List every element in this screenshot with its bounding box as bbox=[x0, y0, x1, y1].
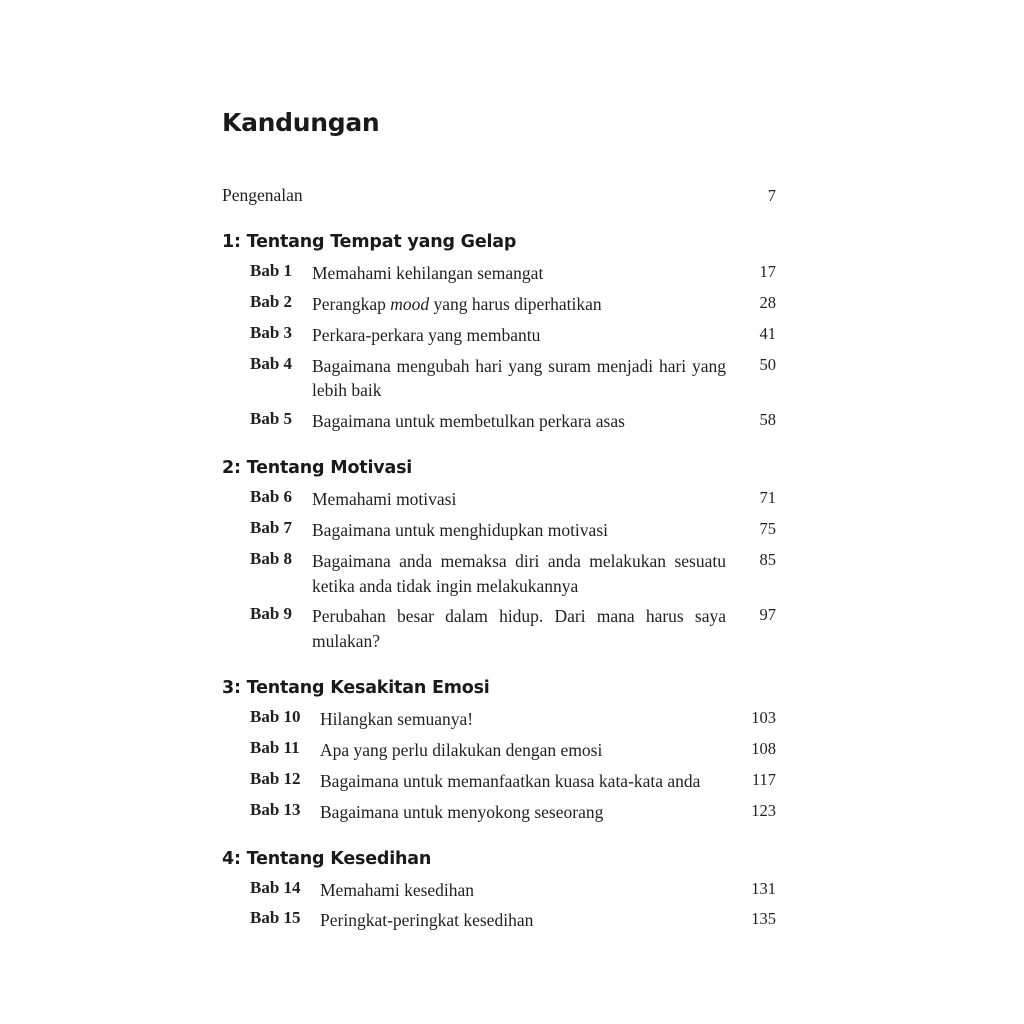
chapter-number: Bab 5 bbox=[250, 409, 293, 429]
chapter-number: Bab 6 bbox=[250, 487, 293, 507]
toc-entry-chapter[interactable] bbox=[222, 261, 776, 286]
chapter-number: Bab 15 bbox=[250, 908, 301, 928]
chapter-page-number: 41 bbox=[759, 323, 776, 343]
toc-entry-chapter[interactable] bbox=[222, 738, 776, 763]
toc-entry-chapter[interactable] bbox=[222, 487, 776, 512]
chapter-title: Bagaimana untuk menyokong seseorang bbox=[320, 801, 604, 822]
toc-entry-chapter[interactable] bbox=[222, 323, 776, 348]
toc-entry-chapter[interactable] bbox=[222, 409, 776, 434]
chapter-title: Memahami motivasi bbox=[312, 489, 457, 510]
chapter-number: Bab 9 bbox=[250, 604, 293, 624]
toc-part-title[interactable]: 4: Tentang Kesedihan bbox=[222, 848, 432, 869]
chapter-page-number: 50 bbox=[759, 354, 776, 374]
chapter-number: Bab 8 bbox=[250, 548, 293, 568]
chapter-title: Bagaimana untuk memanfaatkan kuasa kata-kata anda bbox=[320, 770, 701, 791]
toc-entry-chapter[interactable] bbox=[222, 878, 776, 903]
chapter-page-number: 28 bbox=[759, 292, 776, 312]
toc-entry-chapter[interactable] bbox=[222, 518, 776, 543]
chapter-title: Hilangkan semuanya! bbox=[320, 709, 474, 730]
chapter-title: Perangkap mood yang harus diperhatikan bbox=[312, 293, 602, 314]
toc-part bbox=[222, 678, 776, 824]
chapter-number: Bab 4 bbox=[250, 353, 293, 373]
chapter-title: Memahami kehilangan semangat bbox=[312, 263, 544, 283]
toc-part-title[interactable]: 2: Tentang Motivasi bbox=[222, 458, 413, 479]
part-spacer bbox=[222, 440, 776, 458]
chapter-title: Perkara-perkara yang membantu bbox=[312, 324, 541, 345]
toc-entry-chapter[interactable] bbox=[222, 707, 776, 732]
part-spacer bbox=[222, 831, 776, 849]
chapter-title: Bagaimana untuk membetulkan perkara asas bbox=[312, 411, 625, 432]
chapter-number: Bab 7 bbox=[250, 517, 293, 537]
chapter-title: Perubahan besar dalam hidup. Dari mana harus saya mulakan? bbox=[312, 606, 726, 652]
toc-part bbox=[222, 458, 776, 654]
chapter-page-number: 75 bbox=[759, 518, 776, 538]
part-spacer bbox=[222, 660, 776, 678]
chapter-number: Bab 1 bbox=[250, 261, 293, 280]
chapter-page-number: 135 bbox=[751, 909, 776, 929]
toc-entry-chapter[interactable] bbox=[222, 354, 776, 404]
chapter-page-number: 71 bbox=[759, 488, 776, 508]
chapter-number: Bab 3 bbox=[250, 322, 293, 342]
page-title: Kandungan bbox=[222, 108, 380, 137]
chapter-title: Peringkat-peringkat kesedihan bbox=[320, 910, 534, 931]
toc-entry-introduction[interactable] bbox=[222, 185, 776, 206]
toc-entry-chapter[interactable] bbox=[222, 604, 776, 654]
chapter-page-number: 103 bbox=[751, 708, 776, 728]
chapter-title: Apa yang perlu dilakukan dengan emosi bbox=[320, 739, 603, 760]
toc-part-title[interactable]: 3: Tentang Kesakitan Emosi bbox=[222, 678, 490, 699]
chapter-page-number: 85 bbox=[759, 549, 776, 569]
toc-part-title[interactable]: 1: Tentang Tempat yang Gelap bbox=[222, 232, 517, 252]
chapter-number: Bab 2 bbox=[250, 291, 293, 311]
chapter-page-number: 123 bbox=[751, 800, 776, 820]
toc-entry-chapter[interactable] bbox=[222, 908, 776, 933]
toc-entry-chapter[interactable] bbox=[222, 292, 776, 317]
introduction-page-number: 7 bbox=[767, 186, 776, 205]
chapter-title: Bagaimana anda memaksa diri anda melakukan sesuatu ketika anda tidak ingin melakukannya bbox=[312, 550, 726, 596]
chapter-title: Memahami kesedihan bbox=[320, 879, 475, 900]
chapter-number: Bab 10 bbox=[250, 707, 301, 727]
toc-entry-chapter[interactable] bbox=[222, 549, 776, 599]
chapter-number: Bab 13 bbox=[250, 799, 301, 819]
chapter-page-number: 117 bbox=[751, 769, 776, 789]
chapter-page-number: 58 bbox=[759, 410, 776, 430]
chapter-page-number: 97 bbox=[759, 605, 776, 625]
chapter-number: Bab 11 bbox=[250, 737, 300, 757]
toc-part bbox=[222, 232, 776, 434]
chapter-number: Bab 12 bbox=[250, 768, 301, 788]
toc-entry-chapter[interactable] bbox=[222, 769, 776, 794]
chapter-number: Bab 14 bbox=[250, 877, 301, 897]
introduction-label: Pengenalan bbox=[222, 185, 303, 205]
chapter-page-number: 17 bbox=[759, 262, 776, 281]
chapter-page-number: 131 bbox=[751, 878, 776, 898]
chapter-title: Bagaimana mengubah hari yang suram menjadi hari yang lebih baik bbox=[312, 355, 726, 401]
toc-part bbox=[222, 849, 776, 934]
chapter-page-number: 108 bbox=[751, 738, 776, 758]
toc-parts-list bbox=[222, 232, 776, 933]
chapter-title: Bagaimana untuk menghidupkan motivasi bbox=[312, 519, 608, 540]
toc-entry-chapter[interactable] bbox=[222, 800, 776, 825]
